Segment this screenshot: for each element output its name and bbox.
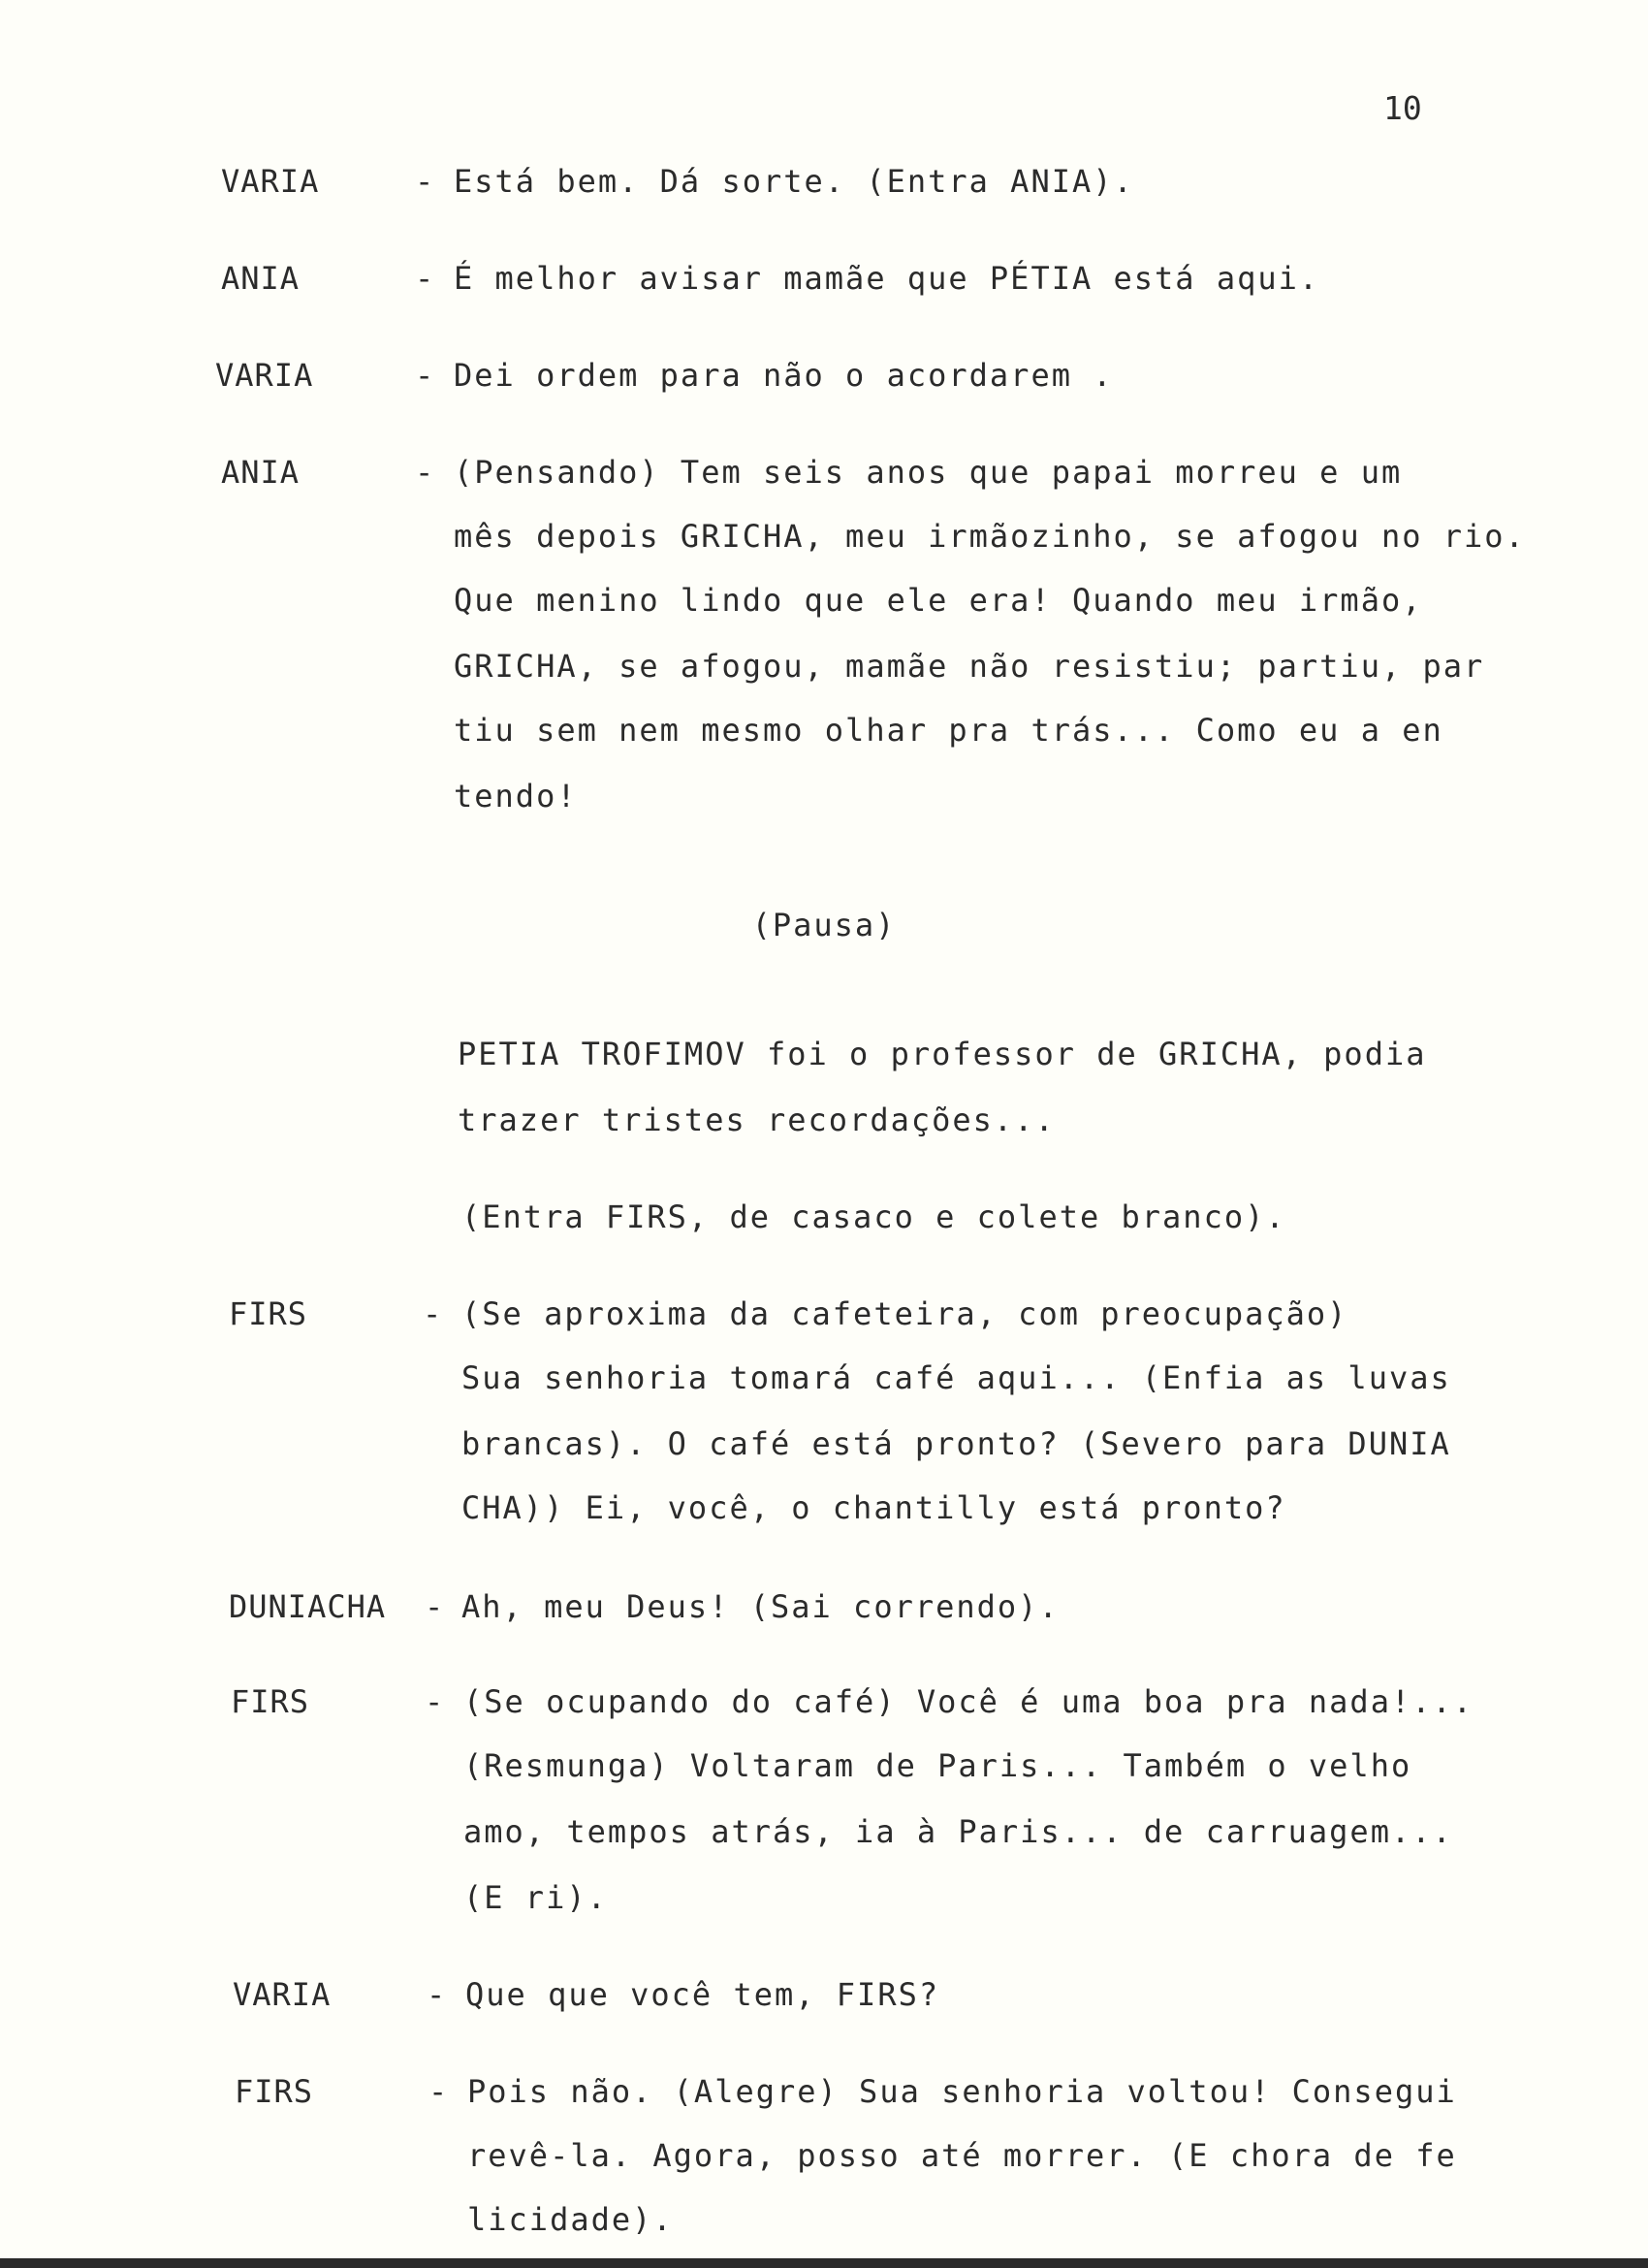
dialogue-line: Sua senhoria tomará café aqui... (Enfia as luvas xyxy=(461,1359,1451,1396)
speaker-name: FIRS xyxy=(235,2073,314,2110)
dialogue-line: revê-la. Agora, posso até morrer. (E chora de fe xyxy=(467,2137,1457,2174)
dialogue-line: Dei ordem para não o acordarem . xyxy=(454,357,1114,394)
dialogue-dash: - xyxy=(415,454,434,491)
speaker-name: ANIA xyxy=(221,260,301,297)
speaker-name: FIRS xyxy=(231,1683,310,1720)
dialogue-line: Está bem. Dá sorte. (Entra ANIA). xyxy=(454,163,1134,200)
dialogue-dash: - xyxy=(415,163,434,200)
dialogue-dash: - xyxy=(427,1976,446,2013)
dialogue-dash: - xyxy=(428,2073,448,2110)
scan-edge xyxy=(0,2258,1648,2268)
dialogue-dash: - xyxy=(415,357,434,394)
dialogue-line: Que que você tem, FIRS? xyxy=(465,1976,940,2013)
dialogue-line: (Pensando) Tem seis anos que papai morreu e um xyxy=(454,454,1403,491)
dialogue-line: GRICHA, se afogou, mamãe não resistiu; partiu, par xyxy=(454,648,1485,685)
speaker-name: ANIA xyxy=(221,454,301,491)
dialogue-line: tiu sem nem mesmo olhar pra trás... Como eu a en xyxy=(454,712,1443,749)
speaker-name: VARIA xyxy=(221,163,320,200)
dialogue-line: (Se ocupando do café) Você é uma boa pra nada!... xyxy=(463,1683,1474,1720)
dialogue-line: brancas). O café está pronto? (Severo para DUNIA xyxy=(461,1425,1451,1462)
dialogue-line: Que menino lindo que ele era! Quando meu irmão, xyxy=(454,582,1423,619)
stage-direction: (Entra FIRS, de casaco e colete branco). xyxy=(461,1198,1286,1235)
dialogue-dash: - xyxy=(423,1295,442,1332)
dialogue-dash: - xyxy=(425,1588,444,1625)
speaker-name: FIRS xyxy=(229,1295,308,1332)
dialogue-line: (E ri). xyxy=(463,1879,608,1916)
dialogue-line: (Resmunga) Voltaram de Paris... Também o velho xyxy=(463,1747,1412,1784)
speaker-name: DUNIACHA xyxy=(229,1588,387,1625)
dialogue-line: Pois não. (Alegre) Sua senhoria voltou! Consegui xyxy=(467,2073,1457,2110)
dialogue-line: tendo! xyxy=(454,778,578,815)
dialogue-line: É melhor avisar mamãe que PÉTIA está aqui. xyxy=(454,260,1320,297)
dialogue-line: CHA)) Ei, você, o chantilly está pronto? xyxy=(461,1489,1286,1526)
dialogue-line: PETIA TROFIMOV foi o professor de GRICHA, podia xyxy=(458,1036,1427,1072)
dialogue-line: licidade). xyxy=(467,2201,674,2238)
speaker-name: VARIA xyxy=(233,1976,332,2013)
page-number: 10 xyxy=(1383,89,1422,127)
dialogue-line: Ah, meu Deus! (Sai correndo). xyxy=(461,1588,1060,1625)
dialogue-dash: - xyxy=(415,260,434,297)
dialogue-line: trazer tristes recordações... xyxy=(458,1102,1056,1138)
dialogue-line: mês depois GRICHA, meu irmãozinho, se afogou no rio. xyxy=(454,518,1526,555)
speaker-name: VARIA xyxy=(215,357,314,394)
stage-direction: (Pausa) xyxy=(751,907,897,943)
dialogue-line: (Se aproxima da cafeteira, com preocupação) xyxy=(461,1295,1348,1332)
dialogue-dash: - xyxy=(425,1683,444,1720)
dialogue-line: amo, tempos atrás, ia à Paris... de carruagem... xyxy=(463,1813,1453,1850)
